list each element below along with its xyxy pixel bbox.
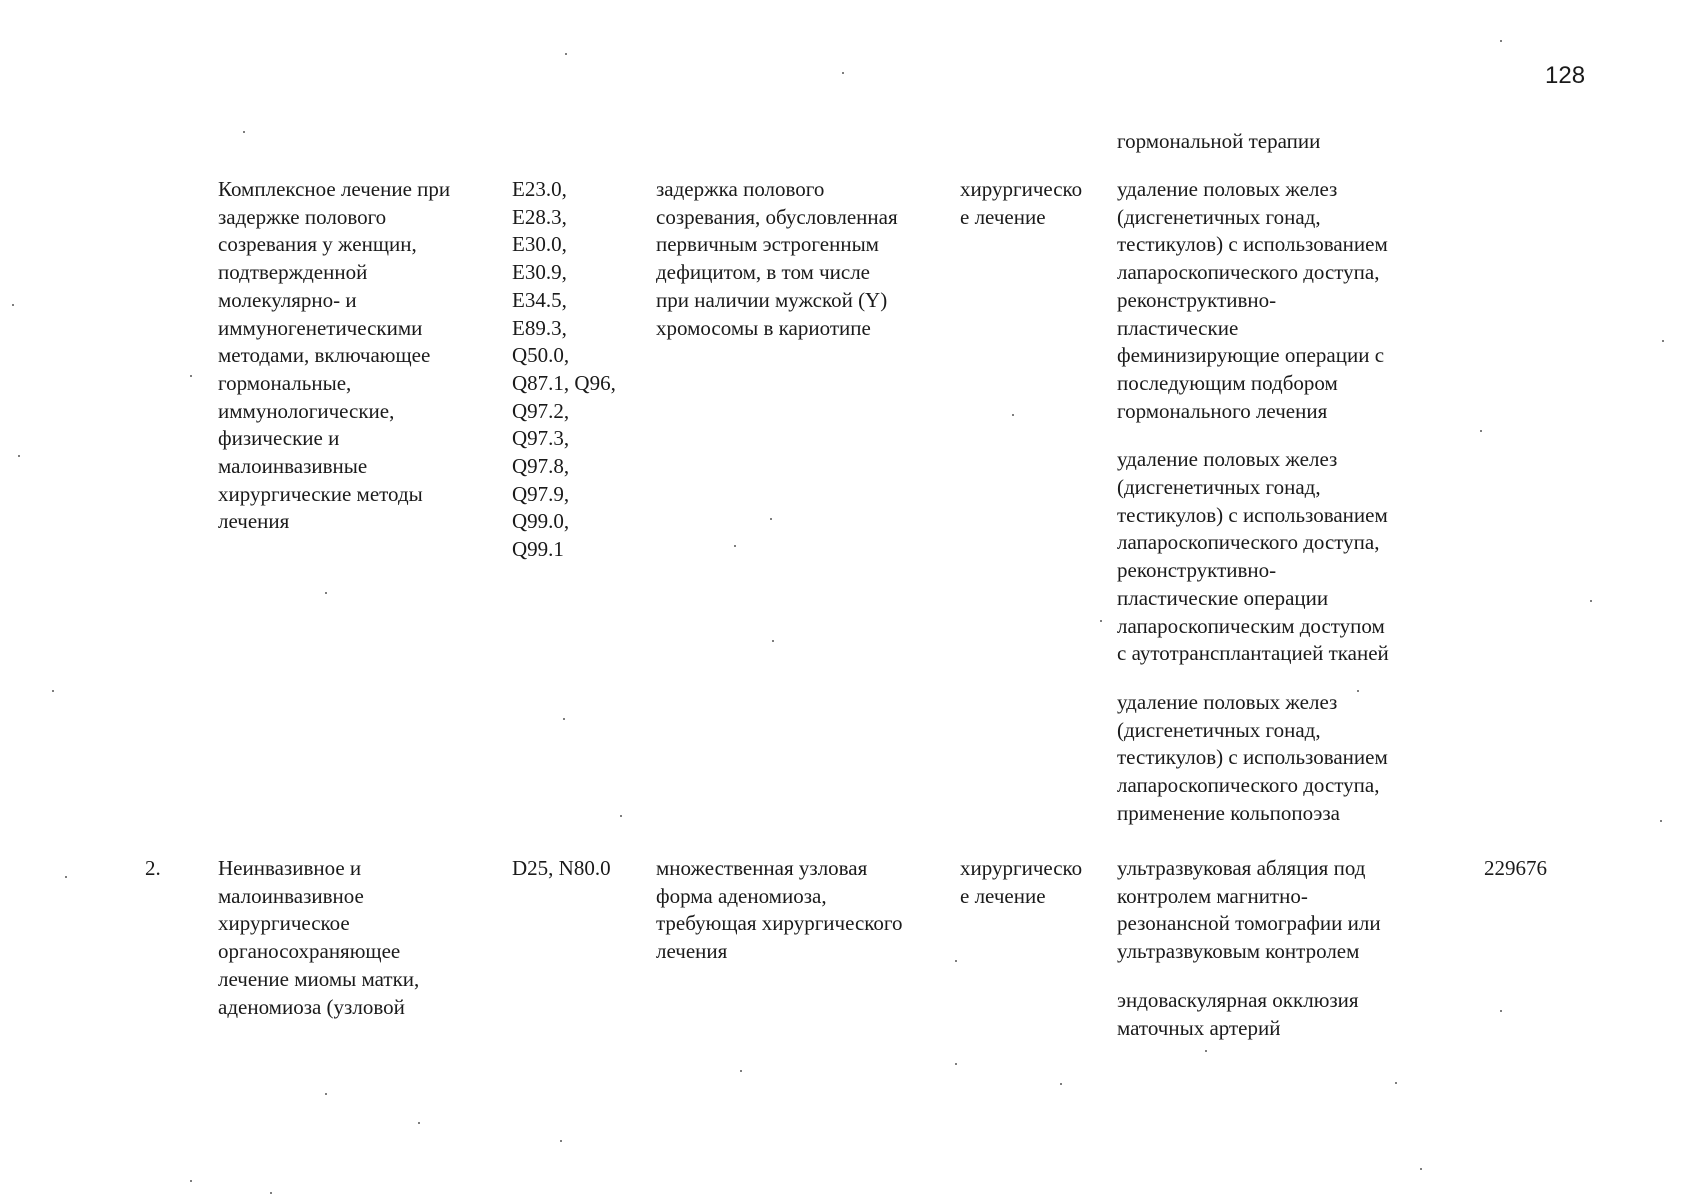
text-line: с аутотрансплантацией тканей — [1117, 641, 1389, 666]
text-line: созревания, обусловленная — [656, 204, 898, 229]
text-line: органосохраняющее — [218, 939, 401, 964]
scan-speck — [955, 960, 957, 962]
text-line: (дисгенетичных гонад, — [1117, 475, 1321, 500]
text-line: ультразвуковая абляция под — [1117, 856, 1366, 880]
text-line: Неинвазивное и — [218, 856, 362, 880]
method-block — [1117, 446, 1447, 668]
scan-speck — [418, 1122, 420, 1124]
text-line: хирургическо — [960, 856, 1083, 880]
carryover-method-text: гормональной терапии — [1117, 129, 1321, 153]
scan-speck — [955, 1063, 957, 1065]
text-line: E30.9, — [512, 260, 567, 285]
scan-speck — [772, 640, 774, 642]
scan-speck — [1480, 430, 1482, 432]
text-line: хирургическо — [960, 177, 1083, 201]
text-line: реконструктивно- — [1117, 558, 1277, 583]
scan-speck — [1205, 1050, 1207, 1052]
text-line: задержка полового — [656, 177, 825, 201]
text-line: тестикулов) с использованием — [1117, 502, 1388, 527]
text-line: лапароскопическим доступом — [1117, 613, 1385, 638]
scan-speck — [12, 304, 14, 306]
scan-speck — [325, 1093, 327, 1095]
text-line: ультразвуковым контролем — [1117, 939, 1360, 964]
text-line: лапароскопического доступа, — [1117, 530, 1380, 555]
text-line: множественная узловая — [656, 856, 868, 880]
text-line: лечения — [656, 939, 728, 964]
text-line: лапароскопического доступа, — [1117, 260, 1380, 285]
text-line: физические и — [218, 426, 340, 451]
text-line: резонансной томографии или — [1117, 911, 1381, 936]
text-line: Q97.2, — [512, 398, 570, 423]
text-line: хирургическое — [218, 911, 350, 936]
scan-speck — [734, 545, 736, 547]
treatment-type-cell — [960, 176, 1110, 231]
page-number: 128 — [1545, 62, 1586, 89]
treatment-method-cell — [1117, 855, 1447, 1063]
text-line: гормональные, — [218, 370, 352, 395]
text-line: реконструктивно- — [1117, 287, 1277, 312]
text-line: подтвержденной — [218, 260, 368, 285]
text-line: Q97.8, — [512, 454, 570, 479]
text-line: Q99.0, — [512, 509, 570, 534]
scan-speck — [325, 592, 327, 594]
scan-speck — [270, 1192, 272, 1194]
scan-speck — [18, 455, 20, 457]
scan-speck — [243, 131, 245, 133]
treatment-method-cell — [1117, 176, 1447, 848]
scan-speck — [1420, 1168, 1422, 1170]
text-line: феминизирующие операции с — [1117, 343, 1385, 368]
text-line: Q97.9, — [512, 481, 570, 506]
text-line: удаление половых желез — [1117, 447, 1338, 472]
text-line: гормонального лечения — [1117, 398, 1328, 423]
text-line: контролем магнитно- — [1117, 883, 1308, 908]
method-block — [1117, 987, 1447, 1042]
text-line: E30.0, — [512, 232, 567, 257]
text-line: E28.3, — [512, 204, 567, 229]
patient-model-cell — [656, 855, 956, 966]
text-line: иммунологические, — [218, 398, 395, 423]
scan-speck — [1660, 820, 1662, 822]
text-line: аденомиоза (узловой — [218, 994, 405, 1019]
text-line: применение кольпопоэза — [1117, 800, 1340, 825]
scan-speck — [560, 1140, 562, 1142]
scan-speck — [190, 375, 192, 377]
scan-speck — [1590, 600, 1592, 602]
text-line: тестикулов) с использованием — [1117, 745, 1388, 770]
text-line: е лечение — [960, 883, 1046, 908]
text-line: Q50.0, — [512, 343, 570, 368]
text-line: Q99.1 — [512, 537, 564, 562]
scan-speck — [1357, 690, 1359, 692]
scan-speck — [740, 1070, 742, 1072]
method-block — [1117, 176, 1447, 425]
text-line: лечения — [218, 509, 290, 534]
text-line: Q97.3, — [512, 426, 570, 451]
scan-speck — [620, 815, 622, 817]
text-line: лечение миомы матки, — [218, 966, 420, 991]
treatment-type-cell — [960, 855, 1110, 910]
text-line: E89.3, — [512, 315, 567, 340]
scan-speck — [1100, 620, 1102, 622]
scan-speck — [565, 53, 567, 55]
method-block — [1117, 855, 1447, 966]
service-name-cell — [218, 176, 493, 536]
scan-speck — [52, 690, 54, 692]
text-line: форма аденомиоза, — [656, 883, 827, 908]
service-name-cell — [218, 855, 493, 1021]
text-line: задержке полового — [218, 204, 387, 229]
text-line: методами, включающее — [218, 343, 431, 368]
icd-codes-cell — [512, 176, 637, 564]
text-line: малоинвазивное — [218, 883, 364, 908]
text-line: иммуногенетическими — [218, 315, 423, 340]
row-number-cell: 2. — [145, 856, 161, 880]
text-line: пластические операции — [1117, 585, 1329, 610]
text-line: молекулярно- и — [218, 287, 357, 312]
text-line: удаление половых желез — [1117, 689, 1338, 714]
patient-model-cell — [656, 176, 956, 342]
scan-speck — [1662, 340, 1664, 342]
scan-speck — [1060, 1083, 1062, 1085]
scan-speck — [842, 72, 844, 74]
text-line: D25, N80.0 — [512, 856, 611, 880]
scan-speck — [65, 876, 67, 878]
text-line: тестикулов) с использованием — [1117, 232, 1388, 257]
scan-speck — [770, 518, 772, 520]
text-line: Q87.1, Q96, — [512, 370, 616, 395]
text-line: Комплексное лечение при — [218, 177, 451, 201]
text-line: хирургические методы — [218, 481, 423, 506]
scan-speck — [563, 718, 565, 720]
scan-speck — [1500, 40, 1502, 42]
text-line: пластические — [1117, 315, 1239, 340]
scan-speck — [1500, 1010, 1502, 1012]
text-line: е лечение — [960, 204, 1046, 229]
text-line: требующая хирургического — [656, 911, 903, 936]
icd-codes-cell — [512, 855, 637, 883]
text-line: первичным эстрогенным — [656, 232, 879, 257]
text-line: удаление половых желез — [1117, 177, 1338, 201]
text-line: E23.0, — [512, 177, 567, 201]
text-line: при наличии мужской (Y) — [656, 287, 888, 312]
text-line: маточных артерий — [1117, 1015, 1281, 1040]
scan-speck — [1012, 414, 1014, 416]
text-line: эндоваскулярная окклюзия — [1117, 987, 1359, 1012]
text-line: дефицитом, в том числе — [656, 260, 870, 285]
text-line: E34.5, — [512, 287, 567, 312]
text-line: последующим подбором — [1117, 370, 1338, 395]
method-block — [1117, 689, 1447, 828]
cost-cell: 229676 — [1484, 856, 1547, 880]
text-line: малоинвазивные — [218, 454, 368, 479]
text-line: созревания у женщин, — [218, 232, 417, 257]
text-line: лапароскопического доступа, — [1117, 773, 1380, 798]
text-line: (дисгенетичных гонад, — [1117, 204, 1321, 229]
text-line: (дисгенетичных гонад, — [1117, 717, 1321, 742]
scan-speck — [190, 1180, 192, 1182]
text-line: хромосомы в кариотипе — [656, 315, 871, 340]
scan-speck — [1395, 1082, 1397, 1084]
